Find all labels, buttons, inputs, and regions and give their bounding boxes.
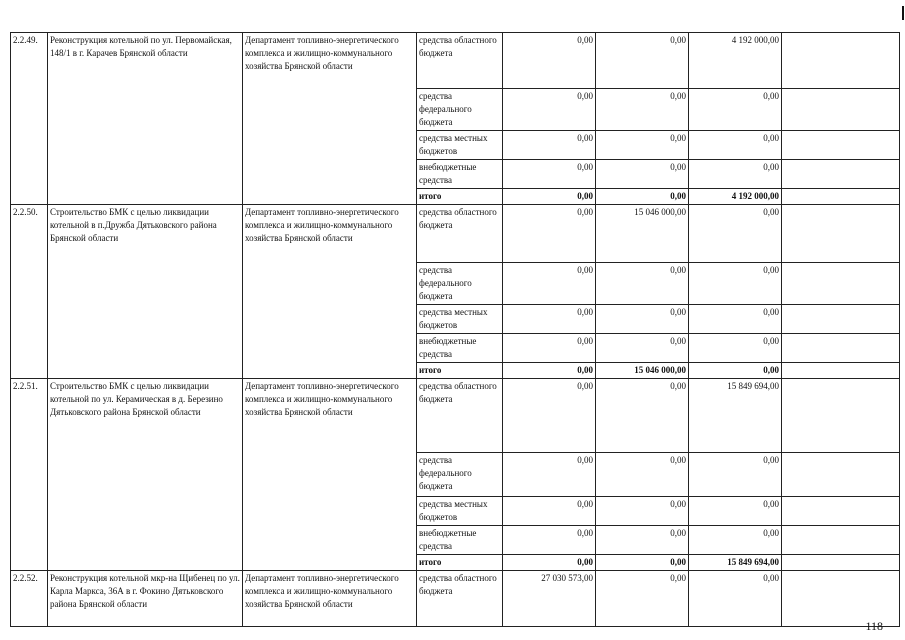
amount-year-2: 15 046 000,00 bbox=[596, 363, 689, 379]
funding-source: итого bbox=[417, 555, 503, 571]
item-number: 2.2.51. bbox=[11, 379, 48, 571]
table-row bbox=[11, 205, 900, 263]
empty-cell bbox=[782, 131, 900, 160]
amount-year-1: 0,00 bbox=[503, 131, 596, 160]
funding-source: средства федерального бюджета bbox=[417, 263, 503, 305]
item-number: 2.2.52. bbox=[11, 571, 48, 627]
responsible-department: Департамент топливно-энергетического комплекса и жилищно-коммунального хозяйства Брянской области bbox=[243, 571, 417, 627]
funding-source: итого bbox=[417, 189, 503, 205]
funding-source: средства местных бюджетов bbox=[417, 305, 503, 334]
empty-cell bbox=[782, 497, 900, 526]
responsible-department: Департамент топливно-энергетического комплекса и жилищно-коммунального хозяйства Брянской области bbox=[243, 379, 417, 571]
amount-year-3: 0,00 bbox=[689, 263, 782, 305]
empty-cell bbox=[782, 379, 900, 453]
amount-year-2: 0,00 bbox=[596, 571, 689, 627]
amount-year-3: 0,00 bbox=[689, 305, 782, 334]
amount-year-2: 0,00 bbox=[596, 334, 689, 363]
empty-cell bbox=[782, 453, 900, 497]
amount-year-3: 0,00 bbox=[689, 571, 782, 627]
funding-source: средства областного бюджета bbox=[417, 205, 503, 263]
amount-year-3: 4 192 000,00 bbox=[689, 33, 782, 89]
amount-year-2: 0,00 bbox=[596, 555, 689, 571]
funding-source: внебюджетные средства bbox=[417, 160, 503, 189]
amount-year-3: 15 849 694,00 bbox=[689, 555, 782, 571]
item-name: Реконструкция котельной мкр-на Щибенец по ул. Карла Маркса, 36А в г. Фокино Дятьковского района Брянской области bbox=[48, 571, 243, 627]
amount-year-3: 0,00 bbox=[689, 526, 782, 555]
amount-year-2: 0,00 bbox=[596, 263, 689, 305]
amount-year-3: 15 849 694,00 bbox=[689, 379, 782, 453]
funding-source: средства федерального бюджета bbox=[417, 453, 503, 497]
amount-year-2: 0,00 bbox=[596, 160, 689, 189]
amount-year-1: 27 030 573,00 bbox=[503, 571, 596, 627]
amount-year-1: 0,00 bbox=[503, 363, 596, 379]
table-body bbox=[11, 33, 900, 627]
funding-source: итого bbox=[417, 363, 503, 379]
page-number: 118 bbox=[865, 619, 883, 633]
amount-year-2: 0,00 bbox=[596, 131, 689, 160]
amount-year-2: 0,00 bbox=[596, 526, 689, 555]
amount-year-1: 0,00 bbox=[503, 189, 596, 205]
amount-year-3: 0,00 bbox=[689, 160, 782, 189]
empty-cell bbox=[782, 263, 900, 305]
funding-source: средства федерального бюджета bbox=[417, 89, 503, 131]
amount-year-1: 0,00 bbox=[503, 205, 596, 263]
amount-year-1: 0,00 bbox=[503, 379, 596, 453]
amount-year-1: 0,00 bbox=[503, 453, 596, 497]
amount-year-1: 0,00 bbox=[503, 526, 596, 555]
edge-mark bbox=[902, 6, 904, 20]
funding-source: внебюджетные средства bbox=[417, 334, 503, 363]
amount-year-3: 0,00 bbox=[689, 453, 782, 497]
amount-year-2: 0,00 bbox=[596, 89, 689, 131]
empty-cell bbox=[782, 160, 900, 189]
amount-year-2: 0,00 bbox=[596, 497, 689, 526]
amount-year-2: 15 046 000,00 bbox=[596, 205, 689, 263]
amount-year-2: 0,00 bbox=[596, 305, 689, 334]
empty-cell bbox=[782, 33, 900, 89]
item-name: Строительство БМК с целью ликвидации котельной в п.Дружба Дятьковского района Брянской области bbox=[48, 205, 243, 379]
item-number: 2.2.50. bbox=[11, 205, 48, 379]
amount-year-1: 0,00 bbox=[503, 263, 596, 305]
empty-cell bbox=[782, 189, 900, 205]
budget-table bbox=[10, 32, 900, 627]
funding-source: средства областного бюджета bbox=[417, 379, 503, 453]
amount-year-2: 0,00 bbox=[596, 189, 689, 205]
empty-cell bbox=[782, 205, 900, 263]
amount-year-2: 0,00 bbox=[596, 453, 689, 497]
funding-source: средства местных бюджетов bbox=[417, 497, 503, 526]
amount-year-1: 0,00 bbox=[503, 555, 596, 571]
amount-year-3: 0,00 bbox=[689, 89, 782, 131]
amount-year-1: 0,00 bbox=[503, 160, 596, 189]
funding-source: средства местных бюджетов bbox=[417, 131, 503, 160]
empty-cell bbox=[782, 555, 900, 571]
funding-source: средства областного бюджета bbox=[417, 33, 503, 89]
amount-year-1: 0,00 bbox=[503, 305, 596, 334]
item-name: Реконструкция котельной по ул. Первомайская, 148/1 в г. Карачев Брянской области bbox=[48, 33, 243, 205]
funding-source: средства областного бюджета bbox=[417, 571, 503, 627]
table-row bbox=[11, 379, 900, 453]
empty-cell bbox=[782, 526, 900, 555]
amount-year-3: 0,00 bbox=[689, 205, 782, 263]
table-row bbox=[11, 33, 900, 89]
item-name: Строительство БМК с целью ликвидации котельной по ул. Керамическая в д. Березино Дятьковского района Брянской области bbox=[48, 379, 243, 571]
empty-cell bbox=[782, 363, 900, 379]
item-number: 2.2.49. bbox=[11, 33, 48, 205]
empty-cell bbox=[782, 305, 900, 334]
amount-year-1: 0,00 bbox=[503, 33, 596, 89]
amount-year-3: 0,00 bbox=[689, 334, 782, 363]
amount-year-3: 0,00 bbox=[689, 497, 782, 526]
amount-year-1: 0,00 bbox=[503, 89, 596, 131]
empty-cell bbox=[782, 89, 900, 131]
amount-year-3: 0,00 bbox=[689, 131, 782, 160]
amount-year-1: 0,00 bbox=[503, 334, 596, 363]
responsible-department: Департамент топливно-энергетического комплекса и жилищно-коммунального хозяйства Брянской области bbox=[243, 205, 417, 379]
amount-year-2: 0,00 bbox=[596, 33, 689, 89]
amount-year-3: 4 192 000,00 bbox=[689, 189, 782, 205]
funding-source: внебюджетные средства bbox=[417, 526, 503, 555]
table-row bbox=[11, 571, 900, 627]
responsible-department: Департамент топливно-энергетического комплекса и жилищно-коммунального хозяйства Брянской области bbox=[243, 33, 417, 205]
amount-year-2: 0,00 bbox=[596, 379, 689, 453]
amount-year-1: 0,00 bbox=[503, 497, 596, 526]
amount-year-3: 0,00 bbox=[689, 363, 782, 379]
empty-cell bbox=[782, 334, 900, 363]
